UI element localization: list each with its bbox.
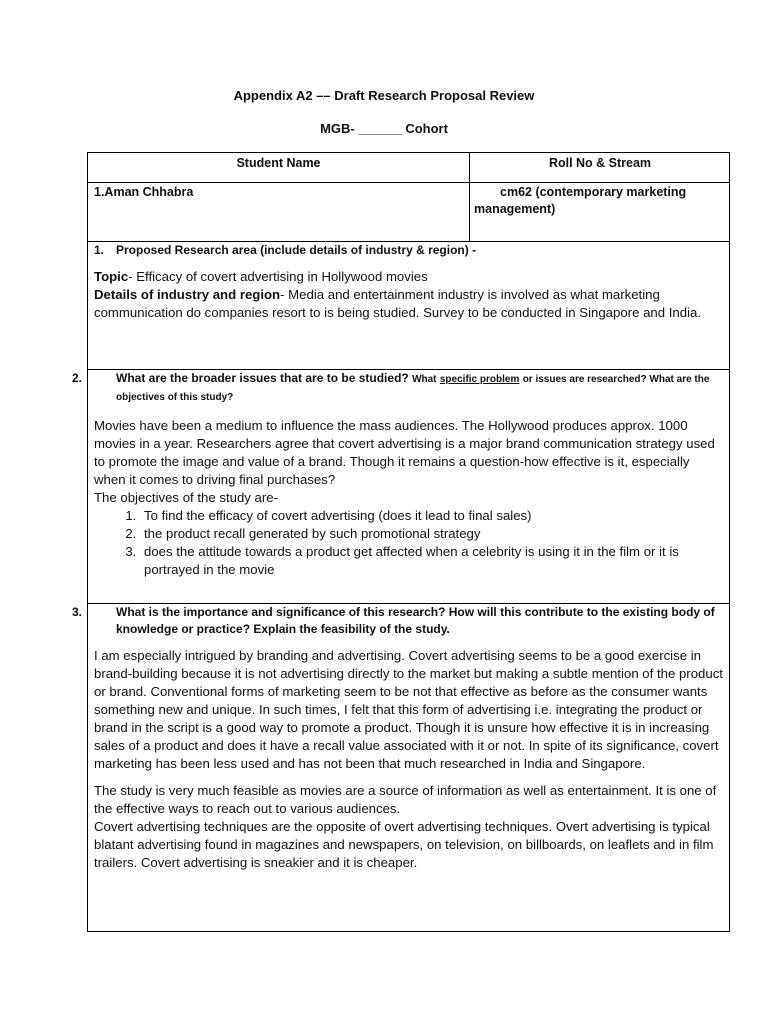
section-1-heading-text: Proposed Research area (include details of industry & region) -	[116, 243, 477, 257]
section-1-topic	[94, 268, 724, 286]
section-3-number: 3.	[72, 605, 83, 619]
cohort-line: MGB- ______ Cohort	[320, 121, 448, 136]
section-2	[72, 370, 724, 579]
objective-item: 2. the product recall generated by such promotional strategy	[140, 525, 724, 543]
row-divider	[88, 182, 729, 183]
header-student-name: Student Name	[236, 156, 321, 170]
header-roll-stream: Roll No & Stream	[548, 156, 652, 170]
section-3-heading-text: What is the importance and significance of this research? How will this contribute to the existing body of knowledge or practice? Explain the feasibility of the study.	[116, 605, 715, 636]
section-3-heading	[72, 604, 726, 638]
section-3-paragraph-2: The study is very much feasible as movies are a source of information as well as entertainment. It is one of the effective ways to reach out to various audiences.	[94, 783, 717, 816]
objectives-intro: The objectives of the study are-	[94, 490, 278, 505]
section-1-heading	[94, 242, 724, 259]
section-2-paragraph: Movies have been a medium to influence the mass audiences. The Hollywood produces approx. 1000 movies in a year. Researchers agree that covert advertising is a major brand communication strategy used to promote the image and value of a brand. Though it remains a question-how effective is it, especially when it comes to driving final purchases?	[94, 418, 715, 487]
details-label: Details of industry and region	[94, 287, 281, 302]
proposal-table	[72, 152, 730, 932]
topic-text: - Efficacy of covert advertising in Hollywood movies	[128, 269, 428, 284]
section-2-sub-post: or issues are researched? What are the objectives of this study?	[116, 374, 710, 403]
section-2-number: 2.	[72, 371, 83, 385]
roll-line-1: cm62 (contemporary marketing	[500, 185, 687, 199]
section-2-heading	[72, 370, 724, 406]
details-text: - Media and entertainment industry is involved as what marketing communication do companies resort to is being studied. Survey to be conducted in Singapore and India.	[94, 287, 701, 320]
section-1	[94, 241, 724, 322]
section-2-heading-text: What are the broader issues that are to be studied?	[116, 371, 409, 385]
objective-item: 3. does the attitude towards a product get affected when a celebrity is using it in the film or it is portrayed in the movie	[140, 543, 724, 579]
roll-stream-value	[474, 184, 724, 218]
section-3-paragraph-1: I am especially intrigued by branding and advertising. Covert advertising seems to be a good exercise in brand-building because it is not advertising directly to the market but making a subtle mention of the product or brand. Conventional forms of marketing seem to be not that effective as before as the consumer wants something new and unique. In such times, I felt that this form of advertising i.e. integrating the product or brand in the script is a good way to promote a product. Though it is unsure how effective it is in increasing sales of a product and does it have a recall value associated with it or not. In spite of its significance, covert marketing has been less used and has not been that much researched in India and Singapore.	[94, 648, 723, 771]
student-name-value: 1.Aman Chhabra	[94, 185, 194, 199]
section-3-paragraph-3: Covert advertising techniques are the opposite of overt advertising techniques. Overt advertising is typical blatant advertising found in magazines and newspapers, on television, on billboards, on leaflets and in film trailers. Covert advertising is sneakier and it is cheaper.	[94, 819, 714, 870]
section-1-details	[94, 286, 724, 322]
objective-item: 1. To find the efficacy of covert advertising (does it lead to final sales)	[140, 507, 724, 525]
objectives-list	[94, 507, 724, 579]
section-2-sub-pre: What	[412, 374, 437, 385]
section-2-sub-underlined: specific problem	[439, 374, 520, 385]
roll-line-2: management)	[474, 202, 556, 216]
section-1-number: 1.	[94, 243, 105, 257]
topic-label: Topic	[94, 269, 129, 284]
document-title: Appendix A2 –– Draft Research Proposal Review	[233, 88, 535, 103]
section-3	[72, 604, 726, 872]
